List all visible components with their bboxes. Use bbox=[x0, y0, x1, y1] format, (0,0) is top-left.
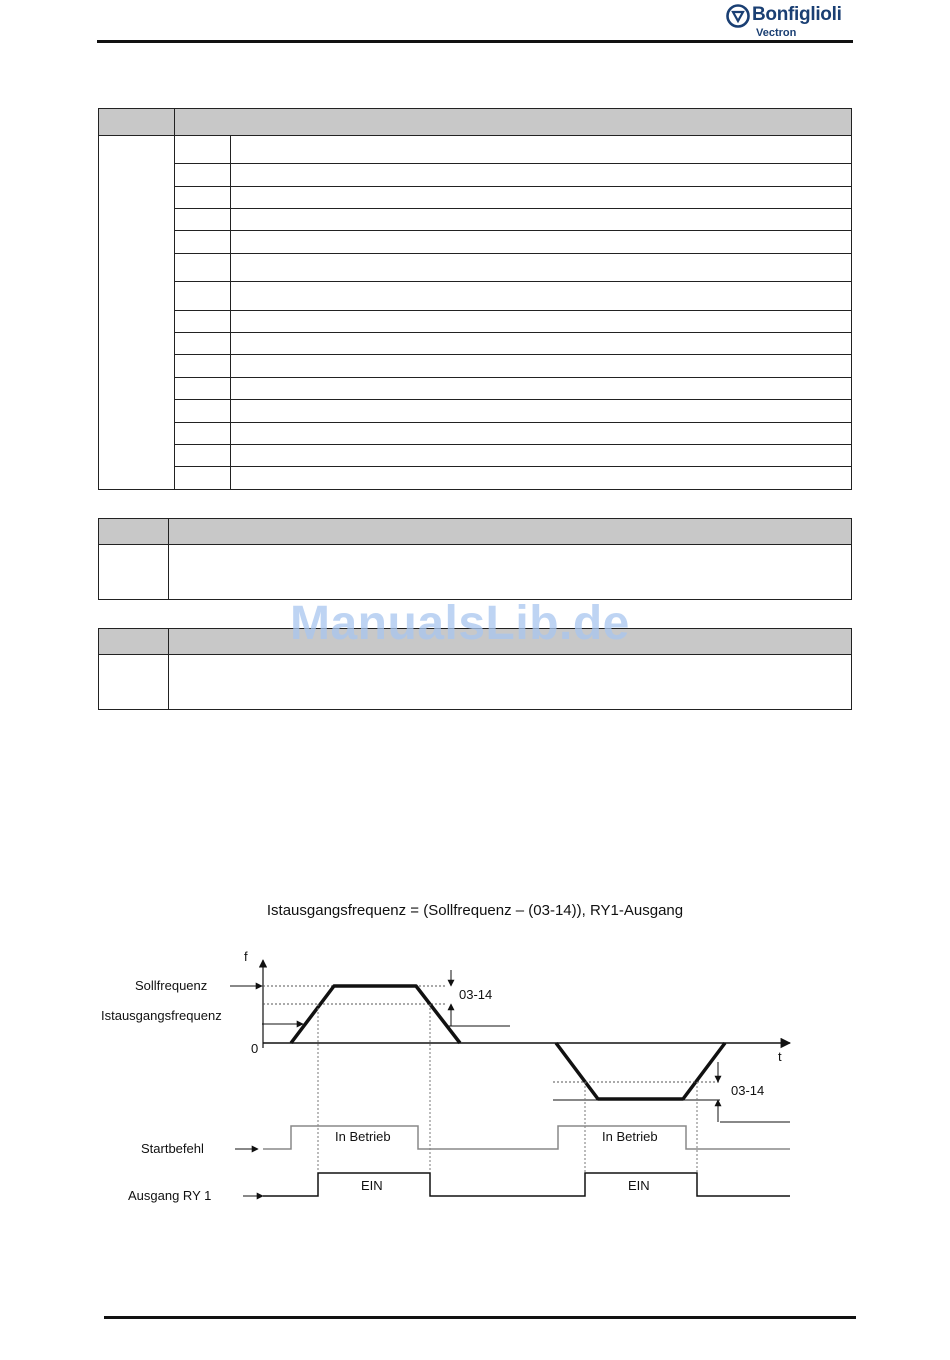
table-cell bbox=[175, 231, 231, 254]
table-row bbox=[99, 445, 852, 467]
frequency-profile-forward bbox=[291, 986, 460, 1043]
table-cell bbox=[231, 254, 852, 282]
table-cell bbox=[231, 400, 852, 423]
table-row bbox=[99, 400, 852, 423]
table-cell bbox=[169, 655, 852, 710]
table-row bbox=[99, 282, 852, 311]
header-cell bbox=[99, 519, 169, 545]
table-cell bbox=[231, 311, 852, 333]
table-cell bbox=[99, 545, 169, 600]
table-cell bbox=[175, 333, 231, 355]
table-cell bbox=[231, 164, 852, 187]
table-row bbox=[99, 209, 852, 231]
timing-diagram bbox=[0, 940, 950, 1230]
table-cell bbox=[99, 136, 175, 490]
logo-mark-icon bbox=[726, 4, 750, 28]
table-cell bbox=[175, 209, 231, 231]
table-cell bbox=[231, 423, 852, 445]
header-cell bbox=[175, 109, 852, 136]
table-cell bbox=[231, 187, 852, 209]
ausgang-ry1-signal bbox=[263, 1173, 790, 1196]
table-cell bbox=[175, 423, 231, 445]
header-cell bbox=[99, 629, 169, 655]
table-cell bbox=[175, 136, 231, 164]
table-row bbox=[99, 164, 852, 187]
logo-brand-text: Bonfiglioli bbox=[752, 4, 842, 25]
table-cell bbox=[175, 467, 231, 490]
axis-t-label: t bbox=[778, 1049, 782, 1064]
parameter-table-1 bbox=[98, 108, 852, 490]
table-cell bbox=[175, 282, 231, 311]
table-row bbox=[99, 311, 852, 333]
table-row bbox=[99, 254, 852, 282]
table-cell bbox=[231, 136, 852, 164]
logo-sub-text: Vectron bbox=[756, 27, 797, 39]
ein-label-b: EIN bbox=[628, 1178, 650, 1193]
table-cell bbox=[231, 282, 852, 311]
table-cell bbox=[231, 378, 852, 400]
table-cell bbox=[175, 164, 231, 187]
run-label-b: In Betrieb bbox=[602, 1129, 658, 1144]
table-row bbox=[99, 333, 852, 355]
table-row bbox=[99, 187, 852, 209]
table-row bbox=[99, 378, 852, 400]
table-cell bbox=[231, 209, 852, 231]
table-row bbox=[99, 423, 852, 445]
sollfrequenz-label: Sollfrequenz bbox=[135, 978, 208, 993]
param-label-a: 03-14 bbox=[459, 987, 493, 1002]
startbefehl-label: Startbefehl bbox=[141, 1141, 204, 1156]
table-cell bbox=[175, 311, 231, 333]
table-cell bbox=[175, 187, 231, 209]
table-row bbox=[99, 655, 852, 710]
axis-f-label: f bbox=[244, 949, 248, 964]
frequency-profile-reverse bbox=[556, 1043, 725, 1099]
param-label-b: 03-14 bbox=[731, 1083, 765, 1098]
table-row bbox=[99, 355, 852, 378]
table-cell bbox=[99, 655, 169, 710]
table-cell bbox=[231, 231, 852, 254]
watermark: ManualsLib.de bbox=[290, 597, 630, 650]
table-header-row bbox=[99, 519, 852, 545]
header-cell bbox=[169, 519, 852, 545]
table-row bbox=[99, 136, 852, 164]
header-cell bbox=[99, 109, 175, 136]
origin-label: 0 bbox=[251, 1041, 259, 1056]
table-cell bbox=[231, 355, 852, 378]
bonfiglioli-logo bbox=[726, 2, 856, 40]
istausgangsfrequenz-label: Istausgangsfrequenz bbox=[101, 1008, 222, 1023]
table-row bbox=[99, 467, 852, 490]
table-cell bbox=[231, 333, 852, 355]
table-cell bbox=[175, 254, 231, 282]
ein-label-a: EIN bbox=[361, 1178, 383, 1193]
table-cell bbox=[175, 378, 231, 400]
footer-rule bbox=[104, 1316, 856, 1319]
table-cell bbox=[175, 355, 231, 378]
run-label-a: In Betrieb bbox=[335, 1129, 391, 1144]
diagram-title: Istausgangsfrequenz = (Sollfrequenz – (03-14)), RY1-Ausgang bbox=[266, 902, 684, 919]
table-cell bbox=[175, 400, 231, 423]
table-cell bbox=[169, 545, 852, 600]
parameter-table-2 bbox=[98, 518, 852, 600]
table-cell bbox=[231, 467, 852, 490]
table-cell bbox=[175, 445, 231, 467]
table-header-row bbox=[99, 109, 852, 136]
header-rule bbox=[97, 40, 853, 43]
table-row bbox=[99, 231, 852, 254]
table-row bbox=[99, 545, 852, 600]
table-cell bbox=[231, 445, 852, 467]
ausgang-ry1-label: Ausgang RY 1 bbox=[128, 1188, 212, 1203]
